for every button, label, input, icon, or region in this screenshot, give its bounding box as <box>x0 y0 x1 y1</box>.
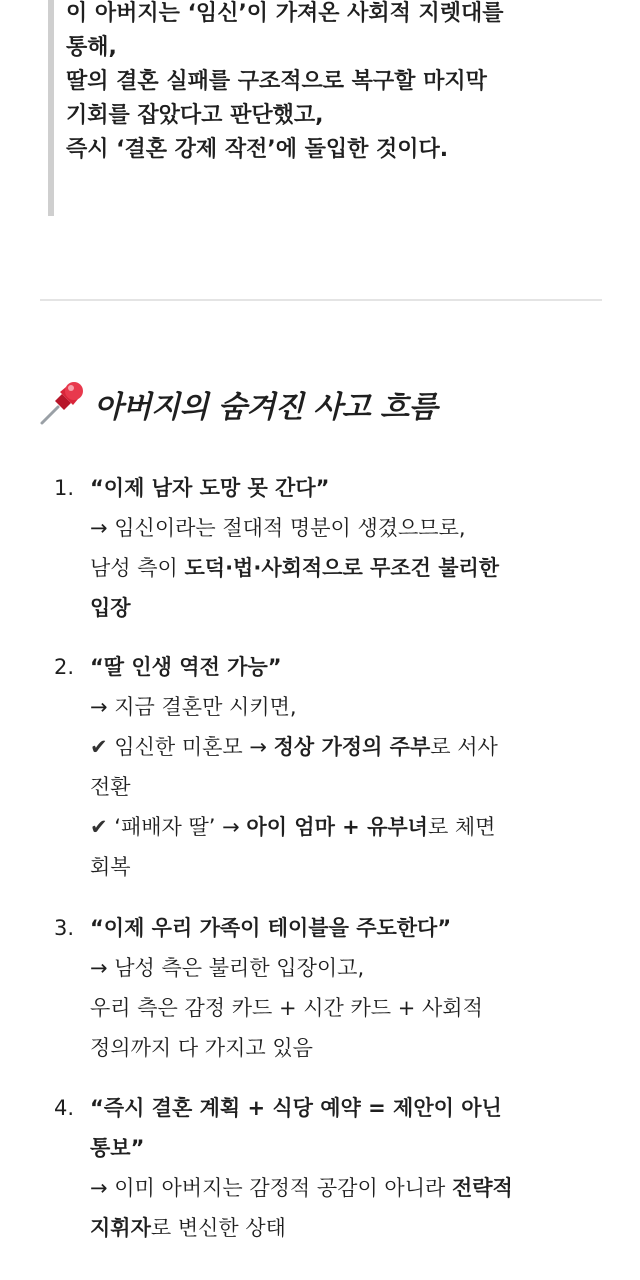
item-text: 정의까지 다 가지고 있음 <box>90 1036 313 1060</box>
bold-text: 도덕·법·사회적으로 무조건 불리한 <box>184 556 500 580</box>
list-number: 1. <box>54 476 75 500</box>
list-item <box>54 647 610 887</box>
list-item <box>54 908 610 1068</box>
checkmark-icon: ✔ <box>90 735 108 759</box>
item-title: “즉시 결혼 계획 + 식당 예약 = 제안이 아닌 <box>90 1096 502 1120</box>
checkmark-icon: ✔ <box>90 815 108 839</box>
item-text: → 이미 아버지는 감정적 공감이 아니라 전략적 <box>90 1176 513 1200</box>
list-number: 2. <box>54 655 75 679</box>
blockquote <box>48 0 608 216</box>
item-text: 회복 <box>90 855 131 879</box>
pushpin-icon <box>38 377 94 431</box>
check-row: ✔ ‘패배자 딸’ → 아이 엄마 + 유부녀로 체면 <box>90 815 496 839</box>
bold-text: 정상 가정의 주부 <box>273 735 431 759</box>
list-number: 4. <box>54 1096 75 1120</box>
bold-text: 전략적 <box>451 1176 513 1200</box>
item-text: 지휘자로 변신한 상태 <box>90 1216 286 1240</box>
quote-line: 즉시 ‘결혼 강제 작전’에 돌입한 것이다. <box>66 137 449 162</box>
quote-line: 통해, <box>66 35 117 60</box>
item-text: 남성 측이 도덕·법·사회적으로 무조건 불리한 <box>90 556 500 580</box>
item-text: → 남성 측은 불리한 입장이고, <box>90 956 365 980</box>
list-number: 3. <box>54 916 75 940</box>
list-item <box>54 468 610 628</box>
item-title: 통보” <box>90 1136 145 1160</box>
quote-line: 딸의 결혼 실패를 구조적으로 복구할 마지막 <box>66 69 487 94</box>
horizontal-divider <box>40 299 602 301</box>
item-title: “이제 남자 도망 못 간다” <box>90 476 330 500</box>
check-row: ✔ 임신한 미혼모 → 정상 가정의 주부로 서사 <box>90 735 498 759</box>
section-heading <box>38 378 437 430</box>
section-title: 아버지의 숨겨진 사고 흐름 <box>94 390 438 425</box>
bold-text: 지휘자 <box>90 1216 151 1240</box>
quote-line: 기회를 잡았다고 판단했고, <box>66 103 324 128</box>
item-text: 전환 <box>90 775 131 799</box>
item-text: 입장 <box>90 596 131 620</box>
list-item <box>54 1088 610 1248</box>
item-text: → 지금 결혼만 시키면, <box>90 695 297 719</box>
item-text: 우리 측은 감정 카드 + 시간 카드 + 사회적 <box>90 996 483 1020</box>
item-text: → 임신이라는 절대적 명분이 생겼으므로, <box>90 516 466 540</box>
bold-text: 아이 엄마 + 유부녀 <box>246 815 428 839</box>
quote-line: 이 아버지는 ‘임신’이 가져온 사회적 지렛대를 <box>66 1 504 26</box>
item-title: “이제 우리 가족이 테이블을 주도한다” <box>90 916 452 940</box>
item-title: “딸 인생 역전 가능” <box>90 655 282 679</box>
